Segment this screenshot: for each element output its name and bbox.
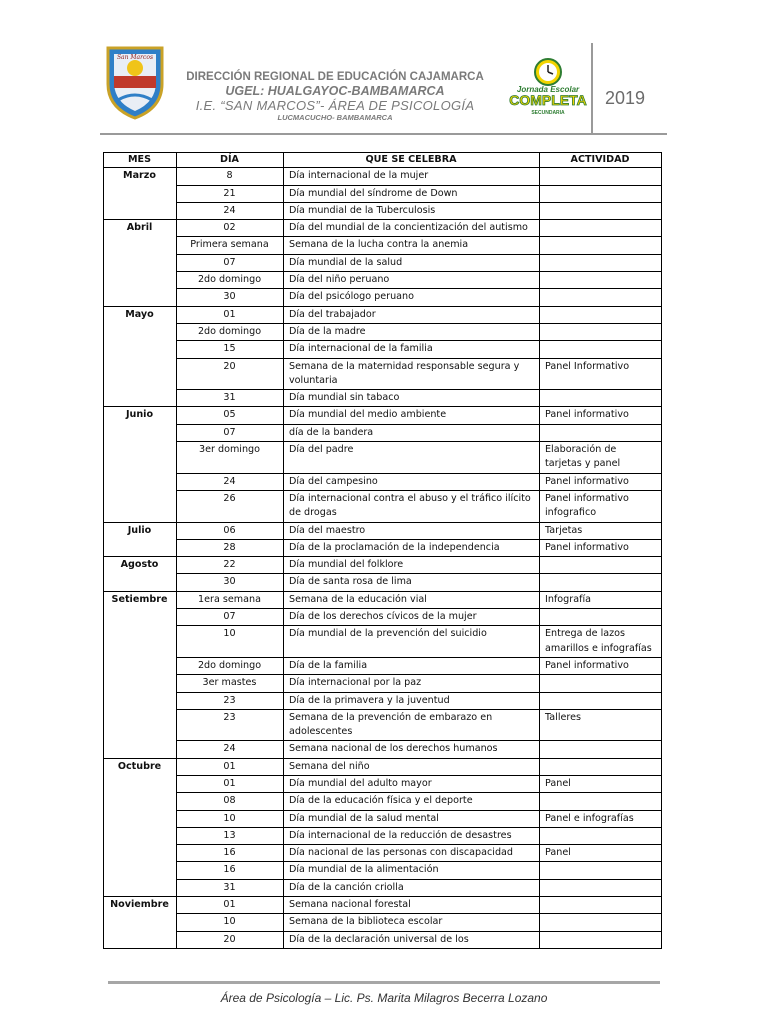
activity-cell: [540, 793, 662, 810]
day-cell: 08: [177, 793, 284, 810]
day-cell: 31: [177, 879, 284, 896]
clock-icon: [535, 59, 561, 85]
celebration-cell: Día de los derechos cívicos de la mujer: [284, 609, 540, 626]
activity-cell: Infografía: [540, 591, 662, 608]
celebration-cell: Día de la primavera y la juventud: [284, 692, 540, 709]
celebration-cell: Día de la familia: [284, 657, 540, 674]
table-row: [104, 473, 662, 490]
day-cell: 01: [177, 758, 284, 775]
day-cell: 02: [177, 220, 284, 237]
day-cell: 2do domingo: [177, 323, 284, 340]
activity-cell: Panel Informativo: [540, 358, 662, 390]
header-celebra: QUE SE CELEBRA: [284, 153, 540, 168]
celebration-cell: Día del psicólogo peruano: [284, 289, 540, 306]
activity-cell: [540, 741, 662, 758]
table-row: [104, 591, 662, 608]
day-cell: 05: [177, 407, 284, 424]
celebration-cell: Día de la madre: [284, 323, 540, 340]
day-cell: 10: [177, 914, 284, 931]
day-cell: 16: [177, 845, 284, 862]
day-cell: 8: [177, 168, 284, 185]
day-cell: 01: [177, 897, 284, 914]
activity-cell: [540, 254, 662, 271]
celebration-cell: Día del mundial de la concientización del autismo: [284, 220, 540, 237]
day-cell: 30: [177, 289, 284, 306]
table-row: [104, 272, 662, 289]
table-row: [104, 522, 662, 539]
day-cell: 23: [177, 709, 284, 741]
day-cell: 30: [177, 574, 284, 591]
celebration-cell: Semana de la educación vial: [284, 591, 540, 608]
month-cell: Setiembre: [104, 591, 177, 758]
table-row: [104, 879, 662, 896]
logo-text-2: COMPLETA: [509, 92, 587, 108]
day-cell: 24: [177, 202, 284, 219]
celebration-cell: Día del niño peruano: [284, 272, 540, 289]
table-row: [104, 341, 662, 358]
activity-cell: Panel informativo infografico: [540, 490, 662, 522]
header-mes: MES: [104, 153, 177, 168]
day-cell: 28: [177, 539, 284, 556]
celebration-cell: Día mundial del adulto mayor: [284, 775, 540, 792]
celebration-cell: Día mundial de la prevención del suicidio: [284, 626, 540, 658]
activity-cell: [540, 675, 662, 692]
celebration-cell: Día internacional de la reducción de desastres: [284, 827, 540, 844]
table-row: [104, 539, 662, 556]
table-row: [104, 657, 662, 674]
activity-cell: Panel informativo: [540, 539, 662, 556]
activity-cell: Panel informativo: [540, 473, 662, 490]
table-row: [104, 289, 662, 306]
activity-cell: Panel: [540, 775, 662, 792]
activity-cell: [540, 557, 662, 574]
header-dia: DÍA: [177, 153, 284, 168]
celebration-cell: Día internacional de la familia: [284, 341, 540, 358]
day-cell: 1era semana: [177, 591, 284, 608]
header-line-1: DIRECCIÓN REGIONAL DE EDUCACIÓN CAJAMARCA: [186, 71, 484, 83]
school-crest-icon: [100, 44, 170, 120]
crest-text: San Marcos: [116, 54, 154, 61]
day-cell: 26: [177, 490, 284, 522]
table-row: [104, 220, 662, 237]
celebration-cell: Día de la declaración universal de los: [284, 931, 540, 948]
table-row: [104, 390, 662, 407]
activity-cell: Panel e infografías: [540, 810, 662, 827]
activity-cell: Talleres: [540, 709, 662, 741]
day-cell: 10: [177, 626, 284, 658]
day-cell: 20: [177, 931, 284, 948]
celebration-cell: Día del maestro: [284, 522, 540, 539]
table-row: [104, 897, 662, 914]
celebration-cell: Semana del niño: [284, 758, 540, 775]
day-cell: 21: [177, 185, 284, 202]
activity-cell: [540, 424, 662, 441]
day-cell: 07: [177, 254, 284, 271]
activity-cell: [540, 879, 662, 896]
activity-cell: Panel informativo: [540, 657, 662, 674]
celebration-cell: Día nacional de las personas con discapacidad: [284, 845, 540, 862]
celebrations-table: [103, 152, 662, 949]
celebration-cell: Semana nacional de los derechos humanos: [284, 741, 540, 758]
table-row: [104, 810, 662, 827]
table-row: [104, 931, 662, 948]
day-cell: 06: [177, 522, 284, 539]
activity-cell: [540, 827, 662, 844]
celebration-cell: Día del padre: [284, 442, 540, 474]
table-row: [104, 862, 662, 879]
celebration-cell: Día mundial del síndrome de Down: [284, 185, 540, 202]
table-row: [104, 741, 662, 758]
header-text-block: [180, 70, 490, 123]
header-line-4: LUCMACUCHO- BAMBAMARCA: [277, 113, 393, 122]
jornada-completa-logo: [503, 55, 593, 117]
celebration-cell: Día mundial de la salud mental: [284, 810, 540, 827]
table-row: [104, 609, 662, 626]
celebration-cell: Día mundial de la Tuberculosis: [284, 202, 540, 219]
activity-cell: [540, 574, 662, 591]
day-cell: 10: [177, 810, 284, 827]
day-cell: 3er mastes: [177, 675, 284, 692]
table-row: [104, 793, 662, 810]
table-row: [104, 574, 662, 591]
activity-cell: [540, 323, 662, 340]
table-row: [104, 442, 662, 474]
month-cell: Abril: [104, 220, 177, 306]
table-row: [104, 254, 662, 271]
activity-cell: [540, 289, 662, 306]
day-cell: 20: [177, 358, 284, 390]
header-vertical-divider: [591, 43, 593, 133]
footer-text: Área de Psicología – Lic. Ps. Marita Milagros Becerra Lozano: [220, 991, 548, 1005]
celebration-cell: Semana nacional forestal: [284, 897, 540, 914]
celebration-cell: Día del trabajador: [284, 306, 540, 323]
header-line-2: UGEL: HUALGAYOC-BAMBAMARCA: [225, 84, 445, 98]
table-row: [104, 185, 662, 202]
table-body: [104, 168, 662, 949]
day-cell: 24: [177, 473, 284, 490]
month-cell: Junio: [104, 407, 177, 522]
logo-text-1: Jornada Escolar: [516, 85, 580, 94]
day-cell: 07: [177, 424, 284, 441]
activity-cell: [540, 202, 662, 219]
table-row: [104, 626, 662, 658]
activity-cell: Entrega de lazos amarillos e infografías: [540, 626, 662, 658]
header-horizontal-divider: [100, 133, 667, 135]
celebration-cell: Día de la canción criolla: [284, 879, 540, 896]
table-header-row: [104, 153, 662, 168]
activity-cell: [540, 390, 662, 407]
month-cell: Julio: [104, 522, 177, 557]
month-cell: Marzo: [104, 168, 177, 220]
table-row: [104, 692, 662, 709]
day-cell: 13: [177, 827, 284, 844]
year-label: 2019: [605, 88, 646, 108]
activity-cell: [540, 306, 662, 323]
celebration-cell: Semana de la lucha contra la anemia: [284, 237, 540, 254]
celebration-cell: Semana de la maternidad responsable segura y voluntaria: [284, 358, 540, 390]
celebration-cell: Día mundial de la salud: [284, 254, 540, 271]
celebration-cell: Semana de la biblioteca escolar: [284, 914, 540, 931]
day-cell: 16: [177, 862, 284, 879]
celebration-cell: Semana de la prevención de embarazo en adolescentes: [284, 709, 540, 741]
month-cell: Octubre: [104, 758, 177, 896]
table-row: [104, 237, 662, 254]
table-row: [104, 358, 662, 390]
month-cell: Noviembre: [104, 897, 177, 949]
day-cell: 15: [177, 341, 284, 358]
celebration-cell: Día mundial del medio ambiente: [284, 407, 540, 424]
day-cell: 2do domingo: [177, 272, 284, 289]
celebration-cell: Día de santa rosa de lima: [284, 574, 540, 591]
activity-cell: [540, 168, 662, 185]
table-row: [104, 168, 662, 185]
table-row: [104, 407, 662, 424]
activity-cell: [540, 914, 662, 931]
celebration-cell: Día de la educación física y el deporte: [284, 793, 540, 810]
table-row: [104, 914, 662, 931]
celebration-cell: Día internacional contra el abuso y el tráfico ilícito de drogas: [284, 490, 540, 522]
activity-cell: [540, 897, 662, 914]
day-cell: 07: [177, 609, 284, 626]
activity-cell: [540, 237, 662, 254]
day-cell: 01: [177, 306, 284, 323]
celebration-cell: Día mundial de la alimentación: [284, 862, 540, 879]
header-actividad: ACTIVIDAD: [540, 153, 662, 168]
celebration-cell: Día internacional de la mujer: [284, 168, 540, 185]
activity-cell: [540, 692, 662, 709]
celebration-cell: Día mundial sin tabaco: [284, 390, 540, 407]
activity-cell: Elaboración de tarjetas y panel: [540, 442, 662, 474]
celebration-cell: día de la bandera: [284, 424, 540, 441]
celebration-cell: Día mundial del folklore: [284, 557, 540, 574]
day-cell: 01: [177, 775, 284, 792]
table-row: [104, 306, 662, 323]
activity-cell: Panel informativo: [540, 407, 662, 424]
table-row: [104, 827, 662, 844]
day-cell: Primera semana: [177, 237, 284, 254]
table-row: [104, 557, 662, 574]
table-row: [104, 758, 662, 775]
celebration-cell: Día del campesino: [284, 473, 540, 490]
activity-cell: [540, 341, 662, 358]
table-row: [104, 775, 662, 792]
table-row: [104, 490, 662, 522]
table-row: [104, 202, 662, 219]
activity-cell: [540, 862, 662, 879]
activity-cell: [540, 609, 662, 626]
activity-cell: [540, 931, 662, 948]
activity-cell: Panel: [540, 845, 662, 862]
day-cell: 24: [177, 741, 284, 758]
month-cell: Agosto: [104, 557, 177, 592]
table-row: [104, 845, 662, 862]
table-row: [104, 675, 662, 692]
table-row: [104, 323, 662, 340]
month-cell: Mayo: [104, 306, 177, 407]
activity-cell: [540, 272, 662, 289]
day-cell: 2do domingo: [177, 657, 284, 674]
logo-text-3: SECUNDARIA: [531, 110, 565, 116]
activity-cell: [540, 758, 662, 775]
table-row: [104, 424, 662, 441]
day-cell: 31: [177, 390, 284, 407]
footer-divider: [108, 981, 660, 984]
activity-cell: [540, 185, 662, 202]
day-cell: 22: [177, 557, 284, 574]
header-line-3: I.E. “SAN MARCOS”- ÁREA DE PSICOLOGÍA: [195, 98, 475, 113]
activity-cell: [540, 220, 662, 237]
table-row: [104, 709, 662, 741]
celebration-cell: Día de la proclamación de la independencia: [284, 539, 540, 556]
day-cell: 23: [177, 692, 284, 709]
day-cell: 3er domingo: [177, 442, 284, 474]
activity-cell: Tarjetas: [540, 522, 662, 539]
celebration-cell: Día internacional por la paz: [284, 675, 540, 692]
